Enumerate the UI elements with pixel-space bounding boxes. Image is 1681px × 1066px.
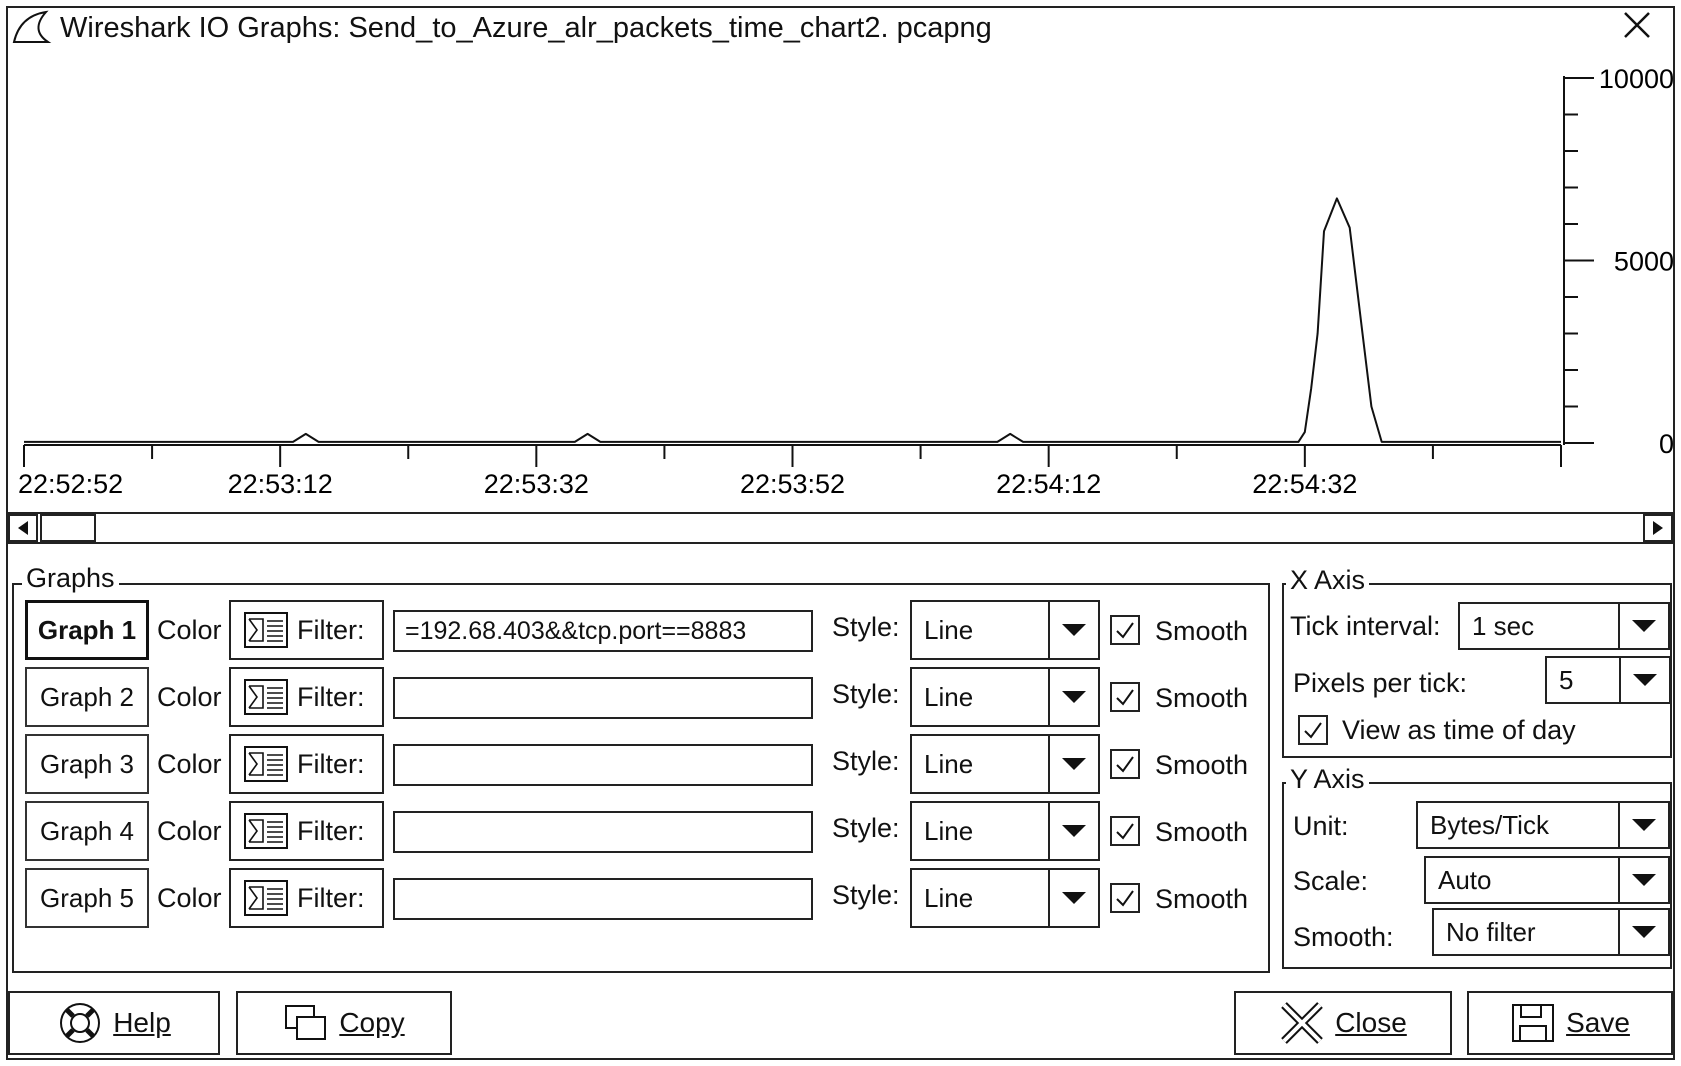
filter-label: Filter: <box>297 681 365 712</box>
x-tick-label: 22:53:32 <box>483 469 589 499</box>
save-label: Save <box>1566 1007 1630 1038</box>
lifebuoy-icon <box>57 1000 103 1046</box>
style-label: Style: <box>832 880 900 910</box>
color-label: Color <box>157 883 222 913</box>
filter-button[interactable] <box>229 801 384 861</box>
color-label: Color <box>157 749 222 779</box>
view-time-of-day-checkbox[interactable] <box>1298 715 1328 745</box>
smooth-label: Smooth <box>1155 884 1249 914</box>
copy-icon <box>283 1003 329 1043</box>
filter-icon <box>243 745 289 783</box>
scale-select[interactable] <box>1424 856 1670 904</box>
check-icon <box>1114 753 1136 775</box>
check-icon <box>1302 719 1324 741</box>
pixels-per-tick-value: 5 <box>1559 664 1574 695</box>
graph-name: Graph 1 <box>37 614 137 645</box>
tick-interval-select[interactable] <box>1458 602 1670 650</box>
floppy-disk-icon <box>1510 1002 1556 1044</box>
smooth-checkbox[interactable] <box>1110 682 1140 712</box>
graph-1-button[interactable] <box>25 600 149 660</box>
y-tick-label: 0 <box>1658 429 1674 459</box>
smooth-filter-select[interactable] <box>1432 908 1670 956</box>
smooth-checkbox[interactable] <box>1110 883 1140 913</box>
chevron-down-icon <box>1048 870 1098 926</box>
chevron-down-icon <box>1618 604 1668 648</box>
scroll-right-button[interactable] <box>1643 514 1673 542</box>
graph-name: Graph 2 <box>40 681 134 712</box>
filter-label: Filter: <box>297 614 365 645</box>
chevron-down-icon <box>1618 803 1668 847</box>
io-graph-chart <box>6 56 1675 508</box>
graph-name: Graph 5 <box>40 882 134 913</box>
y-axis-legend: Y Axis <box>1286 764 1369 795</box>
scale-value: Auto <box>1438 864 1492 895</box>
arrow-right-icon <box>1651 520 1665 536</box>
copy-label: Copy <box>339 1007 405 1038</box>
help-label: Help <box>113 1007 171 1038</box>
filter-input[interactable] <box>393 878 813 920</box>
filter-icon <box>243 812 289 850</box>
series-line-1 <box>24 198 1561 442</box>
filter-input[interactable] <box>393 744 813 786</box>
smooth-filter-value: No filter <box>1446 916 1536 947</box>
filter-label: Filter: <box>297 748 365 779</box>
x-tick-label: 22:52:52 <box>18 469 124 499</box>
graph-5-button[interactable] <box>25 868 149 928</box>
view-time-of-day-label: View as time of day <box>1342 715 1576 745</box>
unit-value: Bytes/Tick <box>1430 809 1549 840</box>
filter-label: Filter: <box>297 882 365 913</box>
filter-icon <box>243 879 289 917</box>
smooth-filter-label: Smooth: <box>1293 922 1394 952</box>
close-icon <box>1279 1000 1325 1046</box>
smooth-label: Smooth <box>1155 683 1249 713</box>
style-label: Style: <box>832 679 900 709</box>
style-value: Line <box>924 614 974 645</box>
scroll-left-button[interactable] <box>8 514 38 542</box>
y-tick-label: 10000 <box>1598 64 1674 94</box>
style-select[interactable] <box>910 667 1100 727</box>
scale-label: Scale: <box>1293 866 1369 896</box>
wireshark-fin-icon <box>12 10 52 46</box>
window-title: Wireshark IO Graphs: Send_to_Azure_alr_packets_time_chart2. pcapng <box>60 12 992 44</box>
save-button[interactable] <box>1467 991 1673 1055</box>
filter-button[interactable] <box>229 868 384 928</box>
pixels-per-tick-label: Pixels per tick: <box>1293 668 1468 698</box>
filter-button[interactable] <box>229 667 384 727</box>
filter-icon <box>243 678 289 716</box>
smooth-checkbox[interactable] <box>1110 816 1140 846</box>
check-icon <box>1114 887 1136 909</box>
close-label: Close <box>1335 1007 1407 1038</box>
chevron-down-icon <box>1619 658 1669 702</box>
style-select[interactable] <box>910 600 1100 660</box>
filter-button[interactable] <box>229 600 384 660</box>
pixels-per-tick-select[interactable] <box>1545 656 1671 704</box>
color-label: Color <box>157 682 222 712</box>
help-button[interactable] <box>8 991 220 1055</box>
filter-input[interactable] <box>393 677 813 719</box>
chevron-down-icon <box>1048 669 1098 725</box>
style-label: Style: <box>832 746 900 776</box>
chevron-down-icon <box>1618 858 1668 902</box>
check-icon <box>1114 619 1136 641</box>
chevron-down-icon <box>1048 736 1098 792</box>
x-tick-label: 22:54:12 <box>996 469 1102 499</box>
style-select[interactable] <box>910 734 1100 794</box>
filter-button[interactable] <box>229 734 384 794</box>
close-window-icon[interactable] <box>1622 10 1652 40</box>
smooth-checkbox[interactable] <box>1110 749 1140 779</box>
style-select[interactable] <box>910 801 1100 861</box>
smooth-checkbox[interactable] <box>1110 615 1140 645</box>
smooth-label: Smooth <box>1155 750 1249 780</box>
graph-2-button[interactable] <box>25 667 149 727</box>
graphs-legend: Graphs <box>22 563 119 594</box>
x-tick-label: 22:53:12 <box>227 469 333 499</box>
tick-interval-value: 1 sec <box>1472 610 1535 641</box>
check-icon <box>1114 820 1136 842</box>
style-value: Line <box>924 748 974 779</box>
chevron-down-icon <box>1618 910 1668 954</box>
smooth-label: Smooth <box>1155 817 1249 847</box>
filter-input[interactable]: =192.68.403&&tcp.port==8883 <box>393 610 813 652</box>
arrow-left-icon <box>16 520 30 536</box>
x-tick-label: 22:54:32 <box>1252 469 1358 499</box>
check-icon <box>1114 686 1136 708</box>
unit-label: Unit: <box>1293 811 1349 841</box>
tick-interval-label: Tick interval: <box>1290 611 1441 641</box>
filter-icon <box>243 611 289 649</box>
chevron-down-icon <box>1048 602 1098 658</box>
style-label: Style: <box>832 813 900 843</box>
color-label: Color <box>157 615 222 645</box>
unit-select[interactable] <box>1416 801 1670 849</box>
color-label: Color <box>157 816 222 846</box>
graph-name: Graph 3 <box>40 748 134 779</box>
graph-3-button[interactable] <box>25 734 149 794</box>
copy-button[interactable] <box>236 991 452 1055</box>
x-tick-label: 22:53:52 <box>739 469 846 499</box>
chart-scrollbar[interactable] <box>6 512 1675 544</box>
style-label: Style: <box>832 612 900 642</box>
style-select[interactable] <box>910 868 1100 928</box>
smooth-label: Smooth <box>1155 616 1249 646</box>
close-button[interactable] <box>1234 991 1452 1055</box>
scroll-thumb[interactable] <box>40 514 96 542</box>
filter-label: Filter: <box>297 815 365 846</box>
graph-name: Graph 4 <box>40 815 134 846</box>
x-axis-legend: X Axis <box>1286 565 1369 596</box>
style-value: Line <box>924 815 974 846</box>
chevron-down-icon <box>1048 803 1098 859</box>
y-tick-label: 5000 <box>1613 246 1674 277</box>
style-value: Line <box>924 882 974 913</box>
style-value: Line <box>924 681 974 712</box>
filter-input[interactable] <box>393 811 813 853</box>
graph-4-button[interactable] <box>25 801 149 861</box>
